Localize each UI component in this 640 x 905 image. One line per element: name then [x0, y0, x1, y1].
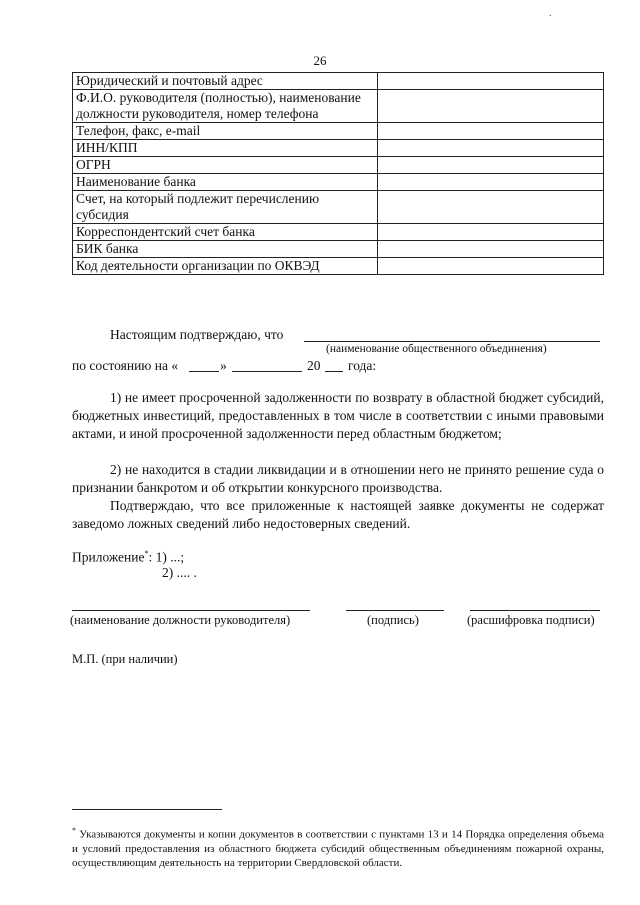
- position-caption: (наименование должности руководителя): [70, 613, 291, 627]
- footnote-mark: *: [72, 826, 76, 835]
- table-row: [73, 123, 604, 140]
- position-field[interactable]: [72, 610, 310, 611]
- table-row: [73, 258, 604, 275]
- date-day-field[interactable]: [189, 371, 219, 372]
- table-row-label: Счет, на который подлежит перечислению субсидия: [73, 191, 378, 224]
- table-row: [73, 90, 604, 123]
- table-row-label: Ф.И.О. руководителя (полностью), наименование должности руководителя, номер телефона: [73, 90, 378, 123]
- table-row-label: Телефон, факс, e-mail: [73, 123, 378, 140]
- table-row-value[interactable]: [377, 258, 603, 275]
- paragraph-confirmation: Подтверждаю, что все приложенные к настоящей заявке документы не содержат заведомо ложных сведений либо недостоверных сведений.: [72, 498, 604, 531]
- table-row-value[interactable]: [377, 123, 603, 140]
- date-mid: »: [220, 358, 227, 373]
- table-row-label: ОГРН: [73, 157, 378, 174]
- paragraph-no-liquidation: 2) не находится в стадии ликвидации и в отношении него не принято решение суда о признании банкротом и об открытии конкурсного производства.: [72, 462, 604, 495]
- signature-decoding-field[interactable]: [470, 610, 600, 611]
- table-row-value[interactable]: [377, 140, 603, 157]
- table-row-value[interactable]: [377, 174, 603, 191]
- scan-speck: .: [549, 8, 552, 19]
- confirm-intro: Настоящим подтверждаю, что: [110, 327, 284, 342]
- page-number: 26: [313, 53, 327, 68]
- table-row-value[interactable]: [377, 241, 603, 258]
- date-year-field[interactable]: [325, 371, 343, 372]
- organization-name-field[interactable]: [304, 341, 600, 342]
- signature-field[interactable]: [346, 610, 444, 611]
- footnote-divider: [72, 809, 222, 810]
- signature-caption: (подпись): [367, 613, 419, 627]
- table-row: [73, 174, 604, 191]
- organization-info-table: [72, 72, 604, 275]
- date-year-prefix: 20: [307, 358, 321, 373]
- table-row: [73, 241, 604, 258]
- table-row-value[interactable]: [377, 157, 603, 174]
- table-row: [73, 157, 604, 174]
- table-row-label: Наименование банка: [73, 174, 378, 191]
- date-month-field[interactable]: [232, 371, 302, 372]
- stamp-place: М.П. (при наличии): [72, 652, 178, 666]
- footnote-text: Указываются документы и копии документов в соответствии с пунктами 13 и 14 Порядка определения объема и условий предоставления из областного бюджета субсидий общественным объединениям пожарной охраны, осуществляющим деятельность на территории Свердловской области.: [72, 828, 604, 869]
- signature-decoding-caption: (расшифровка подписи): [467, 613, 595, 627]
- organization-name-caption: (наименование общественного объединения): [326, 343, 547, 355]
- footnote: [72, 824, 604, 870]
- date-prefix: по состоянию на «: [72, 358, 179, 373]
- date-suffix: года:: [348, 358, 377, 373]
- table-row-value[interactable]: [377, 73, 603, 90]
- table-row-label: Корреспондентский счет банка: [73, 224, 378, 241]
- table-row: [73, 73, 604, 90]
- attachment-footnote-mark: *: [144, 549, 149, 558]
- table-row: [73, 191, 604, 224]
- attachment-item-1: : 1) ...;: [148, 549, 185, 565]
- attachment-item-2: 2) .... .: [162, 565, 197, 580]
- table-row-value[interactable]: [377, 191, 603, 224]
- table-row-label: Юридический и почтовый адрес: [73, 73, 378, 90]
- table-row: [73, 224, 604, 241]
- table-row-label: Код деятельности организации по ОКВЭД: [73, 258, 378, 275]
- table-row: [73, 140, 604, 157]
- table-row-value[interactable]: [377, 90, 603, 123]
- table-row-label: ИНН/КПП: [73, 140, 378, 157]
- table-row-label: БИК банка: [73, 241, 378, 258]
- table-row-value[interactable]: [377, 224, 603, 241]
- attachment-label: Приложение: [72, 549, 145, 565]
- paragraph-no-debt: 1) не имеет просроченной задолженности по возврату в областной бюджет субсидий, бюджетных инвестиций, предоставленных в том числе в соответствии с иными правовыми актами, и иной просроченной задолженности перед областным бюджетом;: [72, 390, 604, 441]
